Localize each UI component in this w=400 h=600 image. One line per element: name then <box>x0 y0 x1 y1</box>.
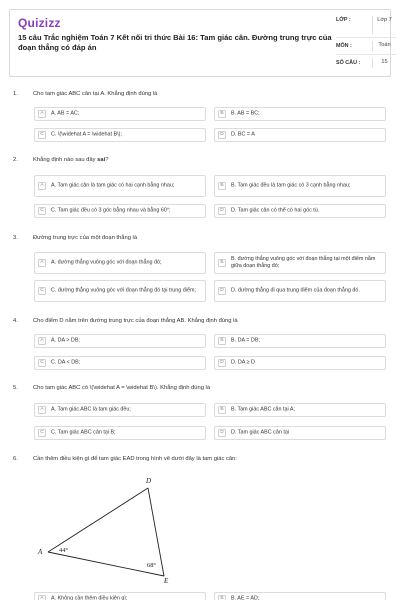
option-text: C. \(\widehat A = \widehat B\); <box>51 131 122 138</box>
question-text: Cho điểm D nằm trên đường trung trực của đoạn thẳng AB. Khẳng định đúng là <box>33 318 238 324</box>
option-text: A. Không cần thêm điều kiện gì; <box>51 595 128 600</box>
mon-label: MÔN : <box>336 43 352 49</box>
socau-value: 15 <box>372 58 396 68</box>
option-letter: C <box>38 429 46 437</box>
vertex-label-a: A <box>38 548 43 556</box>
option-text: B. AB = BC; <box>231 110 260 117</box>
worksheet-header <box>9 9 391 77</box>
option-letter: A <box>38 110 46 118</box>
socau-label: SỐ CÂU : <box>336 60 361 66</box>
option-text: B. Tam giác ABC cân tại A; <box>231 406 296 413</box>
answer-option-a[interactable] <box>34 592 206 600</box>
answer-option-c[interactable] <box>34 280 206 302</box>
angle-label-a: 44° <box>59 547 68 554</box>
option-letter: D <box>218 131 226 139</box>
answer-option-b[interactable] <box>214 592 386 600</box>
question-number: 1. <box>13 91 18 97</box>
option-text: B. Tam giác đều là tam giác có 3 cạnh bằng nhau; <box>231 182 351 189</box>
option-letter: B <box>218 337 226 345</box>
answer-option-a[interactable] <box>34 334 206 348</box>
question-text: Đường trung trực của một đoạn thẳng là <box>33 235 138 241</box>
answer-option-b[interactable] <box>214 403 386 417</box>
option-letter: A <box>38 406 46 414</box>
question-text: Cho tam giác ABC có \(\widehat A = \widehat B\). Khẳng định đúng là <box>33 385 211 391</box>
question-text-part: ? <box>105 157 109 163</box>
option-text: D. Tam giác ABC cân tại <box>231 429 290 436</box>
quizizz-logo: Quizizz <box>18 16 61 30</box>
option-letter: C <box>38 207 46 215</box>
worksheet-title: 15 câu Trắc nghiệm Toán 7 Kết nối tri thức Bài 16: Tam giác cân. Đường trung trực của đoạn thẳng có đáp án <box>18 33 332 52</box>
vertex-label-d: D <box>146 477 152 485</box>
question-number: 4. <box>13 318 18 324</box>
option-letter: A <box>38 182 46 190</box>
option-text: B. AE = AD; <box>231 595 260 600</box>
meta-divider <box>336 37 396 38</box>
option-letter: C <box>38 131 46 139</box>
option-letter: B <box>218 110 226 118</box>
meta-divider <box>336 54 396 55</box>
answer-option-c[interactable] <box>34 204 206 218</box>
option-text: A. Tam giác cân là tam giác có hai cạnh bằng nhau; <box>51 182 175 189</box>
question-text <box>33 156 388 164</box>
option-letter: B <box>218 406 226 414</box>
answer-option-c[interactable] <box>34 426 206 440</box>
question-number: 3. <box>13 235 18 241</box>
option-text: C. Tam giác ABC cân tại B; <box>51 429 116 436</box>
answer-option-c[interactable] <box>34 128 206 142</box>
option-text: C. DA < DB; <box>51 359 81 366</box>
option-letter: D <box>218 207 226 215</box>
vertex-label-e: E <box>164 577 169 585</box>
angle-label-e: 68° <box>147 562 156 569</box>
option-letter: D <box>218 429 226 437</box>
answer-option-a[interactable] <box>34 175 206 197</box>
option-text: A. đường thẳng vuông góc với đoạn thẳng đó; <box>51 259 162 266</box>
question-text: Cần thêm điều kiện gì để tam giác EAD trong hình vẽ dưới đây là tam giác cân: <box>33 456 237 462</box>
answer-option-a[interactable] <box>34 252 206 274</box>
option-text: D. đường thẳng đi qua trung điểm của đoạn thẳng đó. <box>231 287 360 294</box>
option-text: A. AB = AC; <box>51 110 80 117</box>
question-text-part: Khẳng định nào sau đây <box>33 157 98 163</box>
question-text: Cho tam giác ABC cân tại A. Khẳng định đúng là <box>33 91 158 97</box>
answer-option-d[interactable] <box>214 128 386 142</box>
option-text: A. DA > DB; <box>51 337 80 344</box>
question-text-emphasis: sai <box>97 157 106 163</box>
option-text: C. đường thẳng vuông góc với đoạn thẳng đó tại trung điểm; <box>51 287 196 294</box>
mon-value: Toán <box>372 41 396 51</box>
answer-option-d[interactable] <box>214 426 386 440</box>
answer-option-a[interactable] <box>34 107 206 121</box>
answer-option-b[interactable] <box>214 175 386 197</box>
answer-option-c[interactable] <box>34 356 206 370</box>
option-letter: A <box>38 595 46 600</box>
option-text: C. Tam giác đều có 3 góc bằng nhau và bằng 60°; <box>51 207 171 214</box>
question-number: 5. <box>13 385 18 391</box>
answer-option-b[interactable] <box>214 107 386 121</box>
option-text: D. DA ≥ D <box>231 359 255 366</box>
answer-option-a[interactable] <box>34 403 206 417</box>
lop-value: Lớp 7 <box>372 16 396 34</box>
option-letter: A <box>38 337 46 345</box>
option-letter: C <box>38 359 46 367</box>
option-letter: B <box>218 595 226 600</box>
option-letter: B <box>218 182 226 190</box>
option-letter: D <box>218 359 226 367</box>
lop-label: LỚP : <box>336 17 351 23</box>
option-letter: C <box>38 287 46 295</box>
option-letter: A <box>38 259 46 267</box>
question-number: 2. <box>13 157 18 163</box>
answer-option-b[interactable] <box>214 252 386 274</box>
answer-option-b[interactable] <box>214 334 386 348</box>
option-text: B. đường thẳng vuông góc với đoạn thẳng tại một điểm nằm giữa đoạn thẳng đó; <box>231 256 376 269</box>
segment-ad <box>48 488 148 552</box>
option-text: D. BC = A <box>231 131 255 138</box>
triangle-ead-figure <box>30 470 180 590</box>
question-number: 6. <box>13 456 18 462</box>
option-text: B. DA = DB; <box>231 337 260 344</box>
answer-option-d[interactable] <box>214 356 386 370</box>
option-letter: D <box>218 287 226 295</box>
option-letter: B <box>218 259 226 267</box>
option-text: D. Tam giác cân có thể có hai góc tù. <box>231 207 320 214</box>
option-text: A. Tam giác ABC là tam giác đều; <box>51 406 131 413</box>
answer-option-d[interactable] <box>214 204 386 218</box>
answer-option-d[interactable] <box>214 280 386 302</box>
